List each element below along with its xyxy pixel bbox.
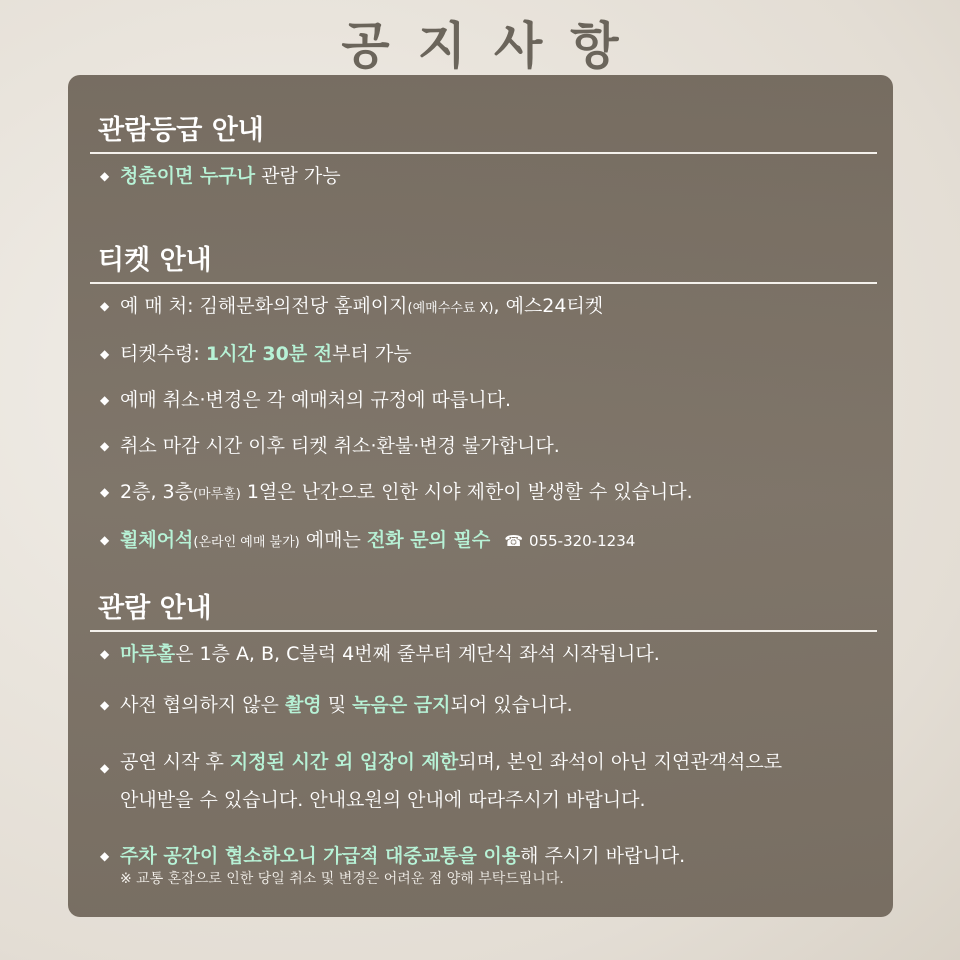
section-title-viewing: 관람 안내 [90, 590, 877, 632]
item-text: 공연 시작 후 [120, 751, 230, 773]
highlight-text: 1시간 30분 전 [205, 343, 333, 365]
diamond-bullet-icon: ◆ [100, 849, 110, 863]
section-rating [90, 112, 877, 190]
diamond-bullet-icon: ◆ [100, 299, 110, 313]
phone-icon: ☎ [504, 532, 523, 550]
diamond-bullet-icon: ◆ [100, 347, 110, 361]
notice-panel [68, 75, 893, 917]
list-item [96, 843, 877, 888]
highlight-text: 전화 문의 필수 [366, 529, 491, 551]
item-text: 1열은 난간으로 인한 시야 제한이 발생할 수 있습니다. [240, 481, 693, 503]
item-text: 2층, 3층 [120, 481, 193, 503]
highlight-text: 지정된 시간 외 입장이 제한 [229, 751, 459, 773]
list-item [96, 163, 877, 190]
list-item [96, 692, 877, 719]
list-item [96, 433, 877, 460]
diamond-bullet-icon: ◆ [100, 393, 110, 407]
list-item [96, 293, 877, 322]
item-text: 부터 가능 [332, 343, 412, 365]
item-small-text: (마루홀) [192, 487, 241, 502]
item-text: 예매 취소·변경은 각 예매처의 규정에 따릅니다. [120, 389, 512, 411]
note-text: ※ 교통 혼잡으로 인한 당일 취소 및 변경은 어려운 점 양해 부탁드립니다. [120, 871, 564, 887]
item-text-continued: 안내받을 수 있습니다. 안내요원의 안내에 따라주시기 바랍니다. [120, 789, 646, 811]
item-text: 취소 마감 시간 이후 티켓 취소·환불·변경 불가합니다. [120, 435, 560, 457]
diamond-bullet-icon: ◆ [100, 439, 110, 453]
list-item [96, 743, 877, 819]
diamond-bullet-icon: ◆ [100, 647, 110, 661]
item-small-text: (예매수수료 X) [407, 301, 494, 316]
item-text: 및 [321, 694, 353, 716]
section-viewing [90, 590, 877, 888]
list-item [96, 387, 877, 414]
list-item [96, 527, 877, 556]
highlight-text: 청춘이면 누구나 [120, 165, 256, 187]
item-text: 사전 협의하지 않은 [120, 694, 285, 716]
list-item [96, 641, 877, 668]
diamond-bullet-icon: ◆ [100, 761, 110, 775]
diamond-bullet-icon: ◆ [100, 485, 110, 499]
page-title: 공지사항 [341, 17, 647, 75]
item-text: 예매는 [299, 529, 367, 551]
phone-number: 055-320-1234 [529, 532, 636, 550]
item-text: 예 매 처: 김해문화의전당 홈페이지 [120, 295, 408, 317]
item-text: 해 주시기 바랍니다. [520, 845, 686, 867]
item-text: , 예스24티켓 [493, 295, 604, 317]
item-text: 티켓수령: [120, 343, 206, 365]
item-text: 되며, 본인 좌석이 아닌 지연관객석으로 [458, 751, 783, 773]
item-text: 은 1층 A, B, C블럭 4번째 줄부터 계단식 좌석 시작됩니다. [175, 643, 660, 665]
diamond-bullet-icon: ◆ [100, 698, 110, 712]
highlight-text: 주차 공간이 협소하오니 가급적 대중교통을 이용 [120, 845, 521, 867]
item-text: 관람 가능 [255, 165, 341, 187]
highlight-text: 녹음은 금지 [352, 694, 451, 716]
list-item [96, 341, 877, 368]
highlight-text: 휠체어석 [120, 529, 194, 551]
highlight-text: 마루홀 [120, 643, 176, 665]
list-item [96, 479, 877, 508]
section-title-ticket: 티켓 안내 [90, 242, 877, 284]
highlight-text: 촬영 [284, 694, 322, 716]
diamond-bullet-icon: ◆ [100, 169, 110, 183]
item-text: 되어 있습니다. [450, 694, 573, 716]
diamond-bullet-icon: ◆ [100, 533, 110, 547]
section-ticket [90, 242, 877, 556]
section-title-rating: 관람등급 안내 [90, 112, 877, 154]
item-small-text: (온라인 예매 불가) [193, 535, 300, 550]
